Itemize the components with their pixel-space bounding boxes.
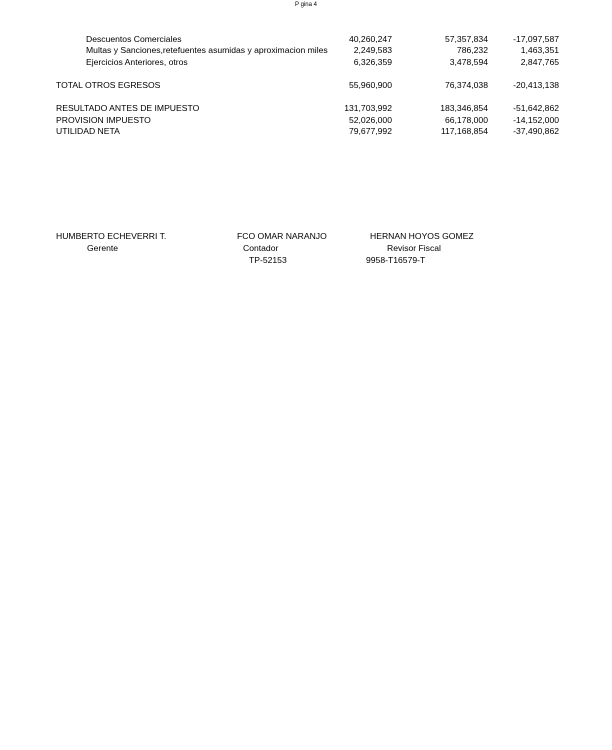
table-row	[0, 126, 612, 137]
row-value-difference: -17,097,587	[513, 34, 559, 44]
row-value-difference: -14,152,000	[513, 115, 559, 125]
row-value-difference: 2,847,765	[520, 57, 559, 67]
table-row-total	[0, 80, 612, 91]
row-value-difference: -37,490,862	[513, 126, 559, 136]
signatory-license: 9958-T16579-T	[366, 255, 426, 265]
row-value-previous: 57,357,834	[444, 34, 488, 44]
table-row	[0, 34, 612, 45]
signatory-title: Revisor Fiscal	[387, 243, 441, 253]
row-value-difference: 1,463,351	[520, 45, 559, 55]
row-value-previous: 66,178,000	[444, 115, 488, 125]
page-number: P gina 4	[295, 2, 317, 8]
row-value-current: 6,326,359	[353, 57, 392, 67]
row-label: UTILIDAD NETA	[56, 126, 120, 136]
row-value-difference: -51,642,862	[513, 103, 559, 113]
table-row	[0, 115, 612, 126]
row-value-previous: 3,478,594	[449, 57, 488, 67]
row-label: PROVISION IMPUESTO	[56, 115, 151, 125]
row-value-difference: -20,413,138	[513, 80, 559, 90]
signatory-title: Contador	[243, 243, 279, 253]
signatory-name: HERNAN HOYOS GOMEZ	[370, 231, 474, 241]
row-value-current: 52,026,000	[348, 115, 392, 125]
row-label: RESULTADO ANTES DE IMPUESTO	[56, 103, 200, 113]
signatory-license: TP-52153	[249, 255, 287, 265]
table-row	[0, 103, 612, 114]
row-value-current: 40,260,247	[348, 34, 392, 44]
row-value-current: 2,249,583	[353, 45, 392, 55]
table-row	[0, 57, 612, 68]
row-label: Multas y Sanciones,retefuentes asumidas y aproximacion miles	[86, 45, 328, 55]
row-value-current: 79,677,992	[348, 126, 392, 136]
table-row	[0, 45, 612, 56]
row-value-current: 55,960,900	[348, 80, 392, 90]
signatory-title: Gerente	[87, 243, 119, 253]
row-value-previous: 76,374,038	[444, 80, 488, 90]
row-label: Descuentos Comerciales	[86, 34, 182, 44]
row-value-previous: 786,232	[456, 45, 488, 55]
row-value-previous: 183,346,854	[440, 103, 488, 113]
row-label: TOTAL OTROS EGRESOS	[56, 80, 161, 90]
row-value-current: 131,703,992	[344, 103, 392, 113]
signatory-name: FCO OMAR NARANJO	[237, 231, 327, 241]
row-label: Ejercicios Anteriores, otros	[86, 57, 188, 67]
signatory-name: HUMBERTO ECHEVERRI T.	[56, 231, 167, 241]
row-value-previous: 117,168,854	[440, 126, 488, 136]
